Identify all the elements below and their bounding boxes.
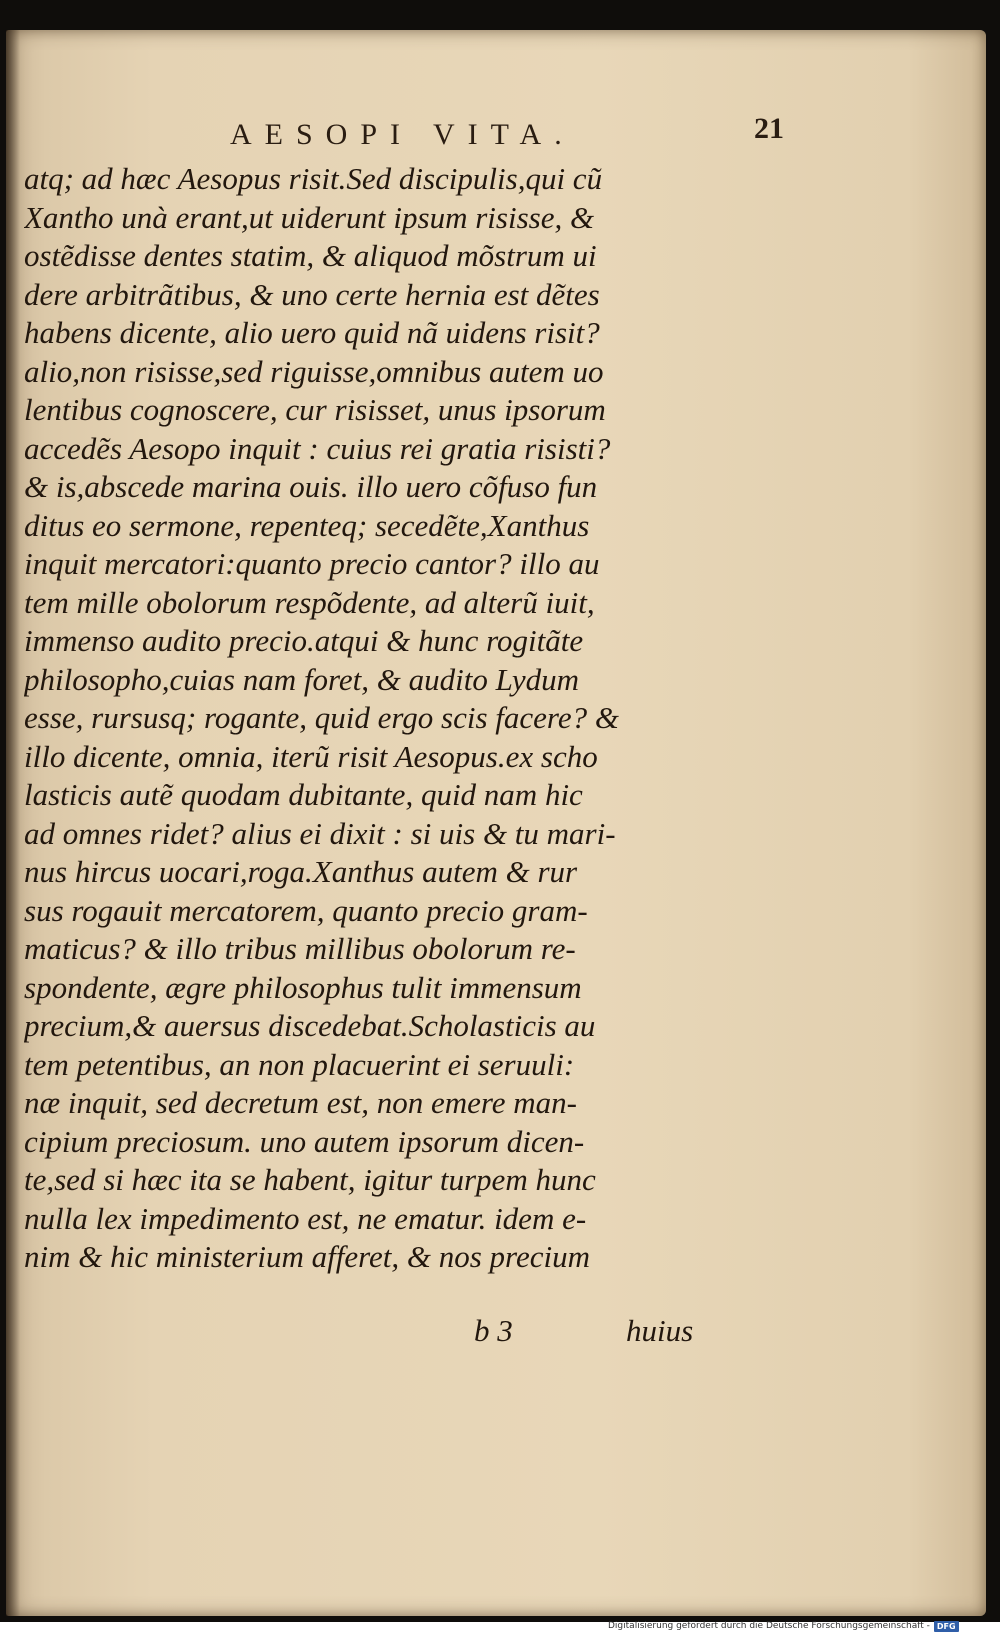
text-line: nulla lex impedimento est, ne ematur. idem e- [24, 1200, 587, 1236]
text-line: atq; ad hæc Aesopus risit.Sed discipulis,qui cũ [24, 161, 603, 196]
text-line: tem petentibus, an non placuerint ei seruuli: [24, 1046, 575, 1082]
text-line: spondente, ægre philosophus tulit immensum [24, 969, 582, 1005]
body-text [24, 160, 724, 1277]
text-line: alio,non risisse,sed riguisse,omnibus autem uo [24, 353, 604, 389]
text-line: tem mille obolorum respõdente, ad alterũ iuit, [24, 584, 595, 620]
text-line: lentibus cognoscere, cur risisset, unus ipsorum [24, 392, 606, 427]
text-line: næ inquit, sed decretum est, non emere man- [24, 1085, 578, 1120]
running-head: AESOPI VITA. [230, 118, 575, 151]
text-line: lasticis autẽ quodam dubitante, quid nam hic [24, 777, 583, 812]
text-line: inquit mercatori:quanto precio cantor? illo au [24, 546, 600, 581]
text-line: esse, rursusq; rogante, quid ergo scis facere? & [24, 700, 619, 735]
text-line: illo dicente, omnia, iterũ risit Aesopus.ex scho [24, 738, 598, 774]
text-line: & is,abscede marina ouis. illo uero cõfuso fun [24, 469, 598, 504]
text-line: habens dicente, alio uero quid nã uidens risit? [24, 315, 600, 350]
text-line: te,sed si hæc ita se habent, igitur turpem hunc [24, 1162, 596, 1197]
text-line: ostẽdisse dentes statim, & aliquod mõstrum ui [24, 238, 597, 273]
text-line: sus rogauit mercatorem, quanto precio gram- [24, 892, 588, 928]
text-line: ditus eo sermone, repenteq; secedẽte,Xanthus [24, 507, 590, 543]
text-line: nim & hic ministerium afferet, & nos precium [24, 1239, 590, 1274]
signature-mark: b 3 [474, 1313, 513, 1348]
text-line: immenso audito precio.atqui & hunc rogitãte [24, 623, 584, 658]
text-line: nus hircus uocari,roga.Xanthus autem & rur [24, 854, 578, 889]
text-line: accedẽs Aesopo inquit : cuius rei gratia risisti? [24, 430, 611, 466]
page-footer [0, 1313, 1000, 1348]
text-line: philosopho,cuias nam foret, & audito Lydum [24, 661, 580, 697]
page-gutter-shadow [6, 30, 20, 1616]
text-line: ad omnes ridet? alius ei dixit : si uis & tu mari- [24, 815, 616, 851]
text-line: Xantho unà erant,ut uiderunt ipsum risisse, & [24, 199, 595, 235]
catchword: huius [626, 1313, 694, 1348]
text-line: dere arbitrãtibus, & uno certe hernia est dẽtes [24, 276, 600, 312]
text-line: cipium preciosum. uno autem ipsorum dicen- [24, 1123, 585, 1159]
dfg-logo: DFG [934, 1621, 959, 1632]
digitization-credit-banner [608, 1620, 959, 1632]
digitization-credit-text: Digitalisierung gefördert durch die Deutsche Forschungsgemeinschaft - [608, 1621, 930, 1631]
page-number: 21 [754, 112, 784, 145]
text-line: precium,& auersus discedebat.Scholasticis au [24, 1008, 596, 1043]
text-line: maticus? & illo tribus millibus obolorum re- [24, 931, 576, 966]
